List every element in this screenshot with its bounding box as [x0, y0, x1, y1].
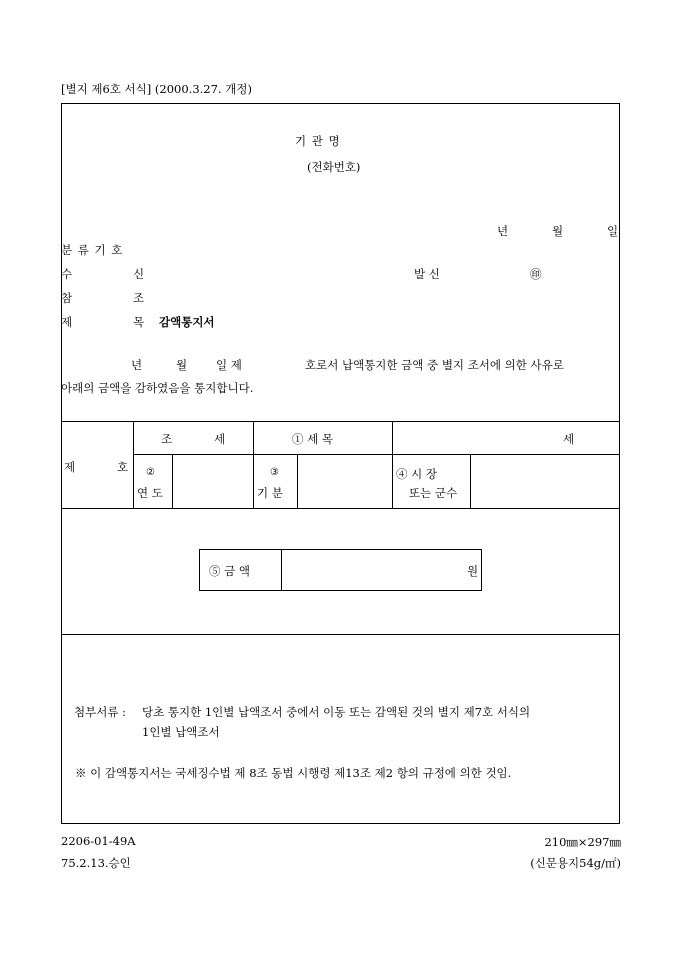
amount-unit: 원 — [467, 564, 479, 578]
table-col-6 — [470, 454, 471, 508]
category-label-num: ③ — [270, 467, 279, 478]
body-day: 일 제 — [216, 358, 242, 372]
date-day-label: 일 — [607, 224, 619, 238]
form-code: 2206-01-49A — [61, 834, 136, 848]
table-top-line — [61, 421, 620, 422]
recipient-label-2: 신 — [133, 267, 145, 281]
recipient-label-1: 수 — [61, 267, 73, 281]
table-bottom-line — [61, 508, 620, 509]
approval-date: 75.2.13.승인 — [61, 856, 131, 870]
body-line2-text: 아래의 금액을 감하였음을 통지합니다. — [61, 381, 254, 395]
table-col-5 — [392, 421, 393, 508]
tax-header-2: 세 — [214, 432, 226, 446]
phone-label: (전화번호) — [307, 160, 361, 174]
table-row-label-1: 제 — [64, 460, 76, 474]
class-no-label: 분 류 기 호 — [61, 243, 124, 257]
legal-note: ※ 이 감액통지서는 국세징수법 제 8조 동법 시행령 제13조 제2 항의 규정에 의한 것임. — [75, 766, 512, 780]
category-label: 기 분 — [257, 486, 283, 500]
reference-label-2: 조 — [133, 291, 145, 305]
date-month-label: 월 — [552, 224, 564, 238]
table-col-4 — [297, 454, 298, 508]
attachment-line2: 1인별 납액조서 — [142, 725, 220, 739]
amount-divider — [281, 549, 282, 591]
subject-label-2: 목 — [133, 315, 145, 329]
table-col-3 — [253, 421, 254, 508]
table-col-2 — [172, 454, 173, 508]
attachment-line1: 당초 통지한 1인별 납액조서 중에서 이동 또는 감액된 것의 별지 제7호 서식의 — [142, 705, 531, 719]
city-label-2: 또는 군수 — [409, 486, 458, 500]
form-header: [별지 제6호 서식] (2000.3.27. 개정) — [61, 82, 252, 96]
table-mid-line — [133, 454, 620, 455]
body-month: 월 — [176, 358, 188, 372]
section-divider — [61, 634, 620, 635]
item-header: ① 세 목 — [292, 432, 334, 446]
body-year: 년 — [131, 358, 143, 372]
amount-label: ⑤ 금 액 — [209, 564, 251, 578]
tax-header-1: 조 — [161, 432, 173, 446]
year-label: 연 도 — [137, 486, 163, 500]
attachment-label: 첨부서류 : — [74, 705, 126, 719]
subject-value: 감액통지서 — [159, 315, 215, 329]
subject-label-1: 제 — [61, 315, 73, 329]
sender-label: 발 신 — [414, 267, 440, 281]
table-row-label-2: 호 — [117, 460, 129, 474]
seal-mark: ㊞ — [530, 267, 542, 281]
body-line1-text: 호로서 납액통지한 금액 중 별지 조서에 의한 사유로 — [305, 358, 564, 372]
paper-size: 210㎜×297㎜ — [544, 835, 621, 849]
city-label-1: ④ 시 장 — [396, 467, 438, 481]
year-label-num: ② — [146, 467, 155, 478]
reference-label-1: 참 — [61, 291, 73, 305]
table-col-1 — [133, 421, 134, 508]
right-header: 세 — [563, 432, 575, 446]
date-year-label: 년 — [497, 224, 509, 238]
paper-spec: (신문용지54g/㎡) — [530, 856, 621, 870]
agency-name: 기 관 명 — [295, 134, 341, 148]
